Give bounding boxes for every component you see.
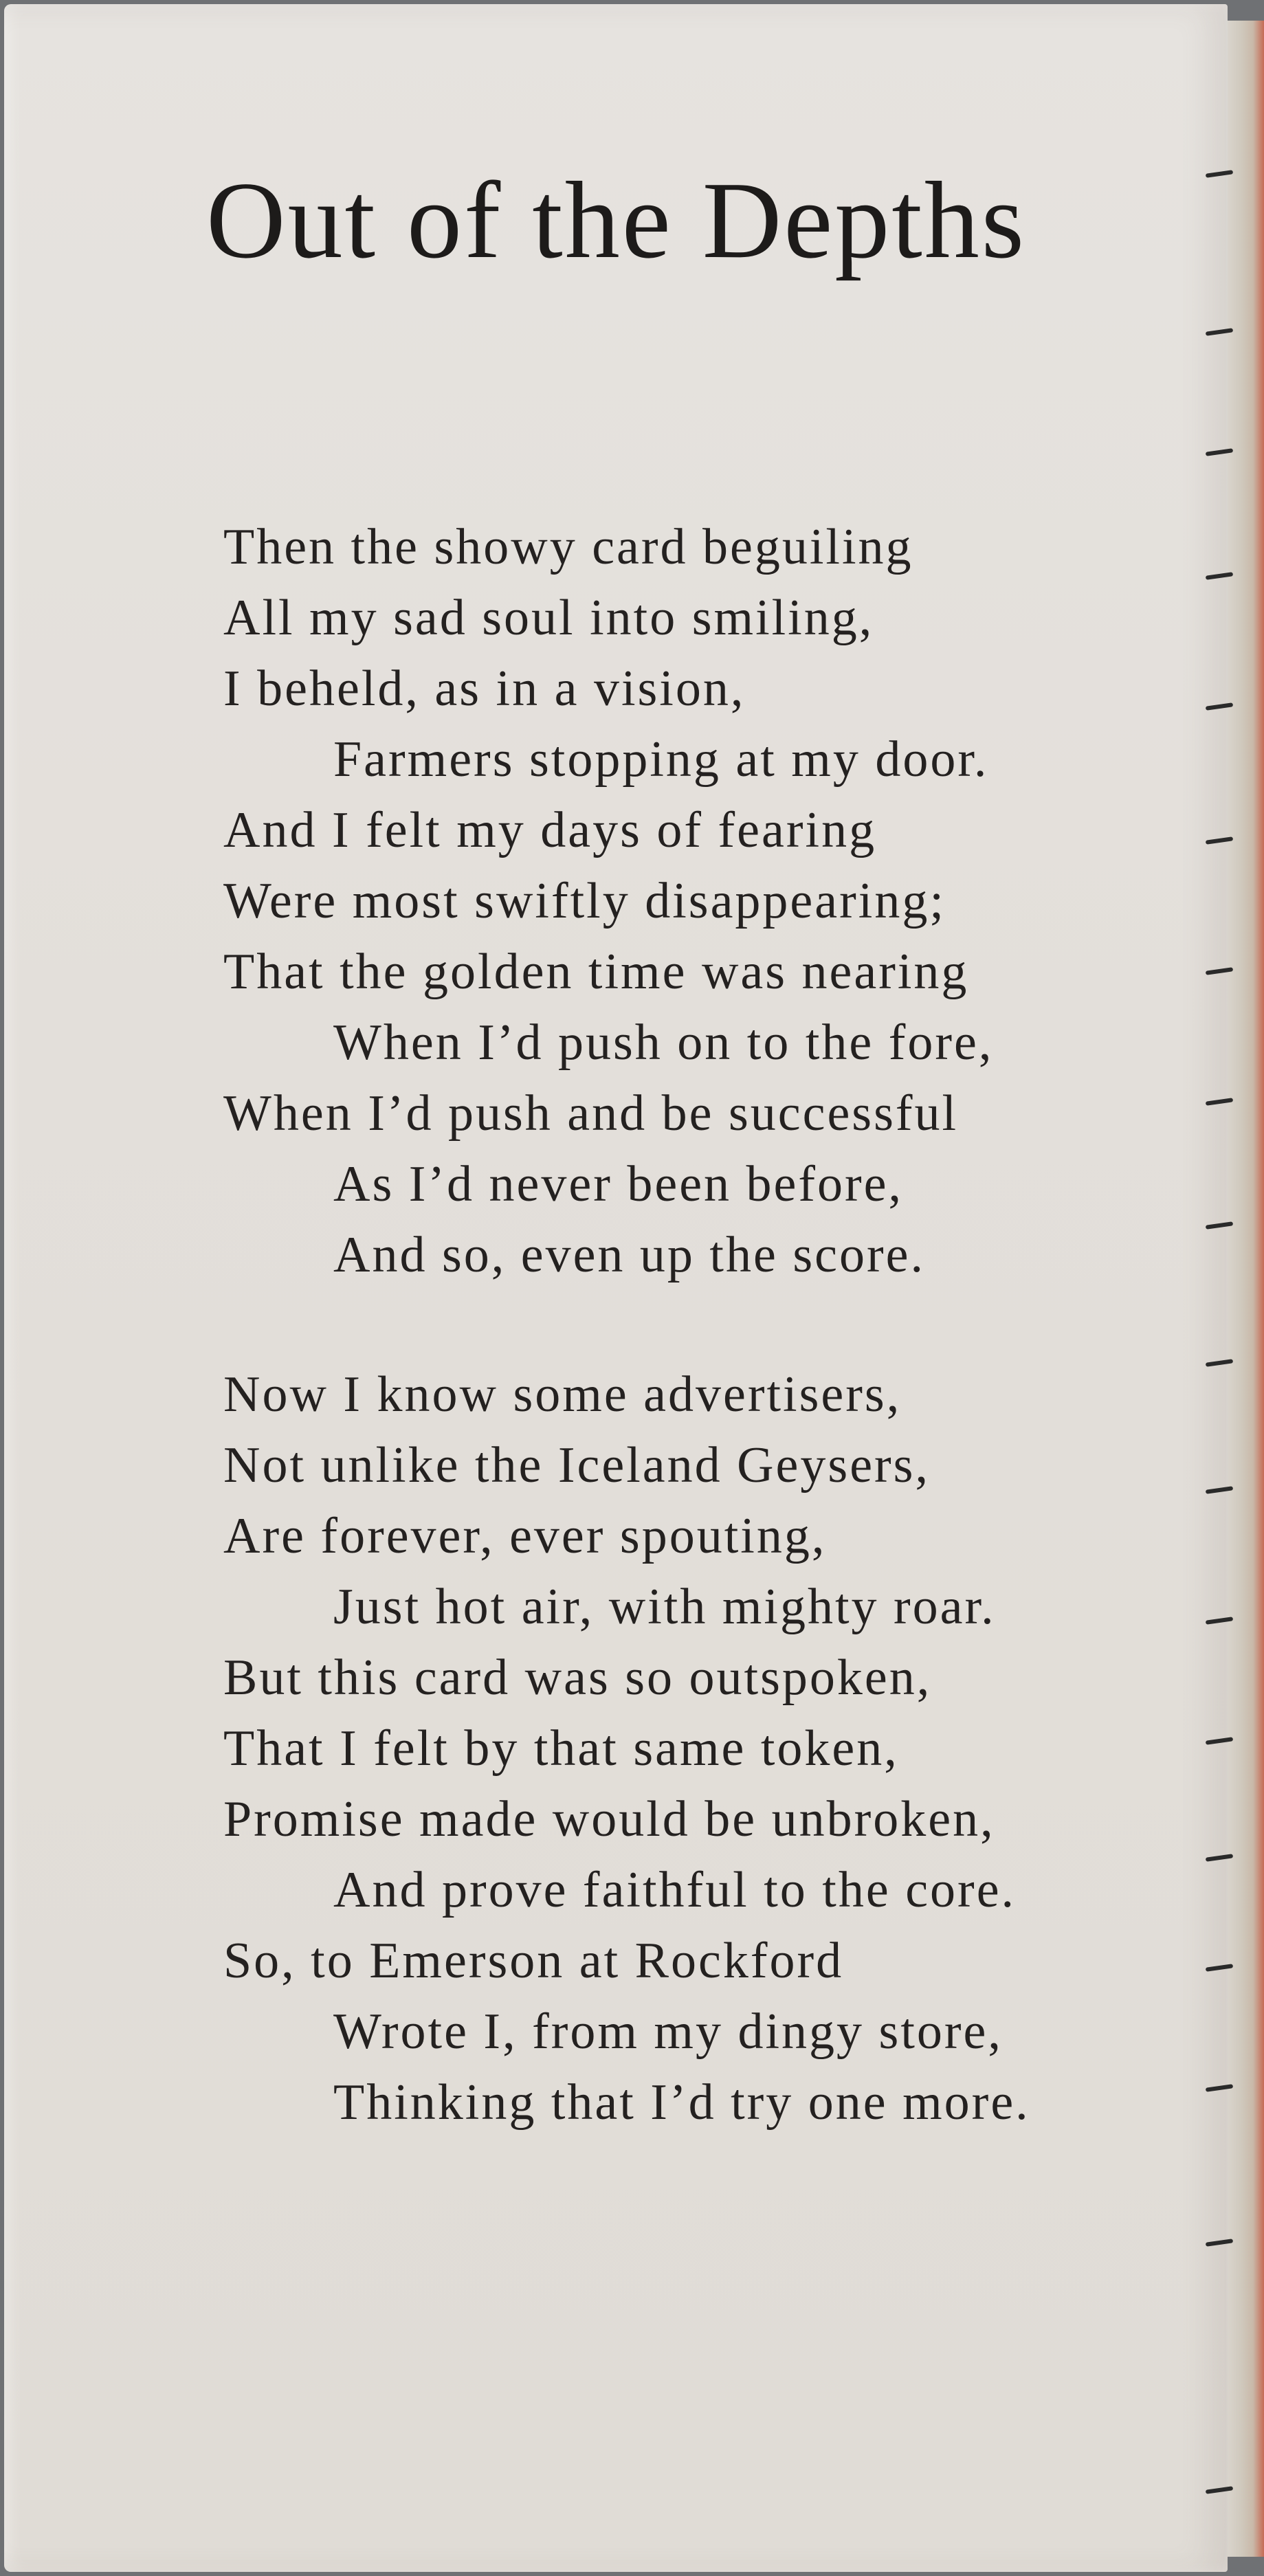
stanza	[223, 512, 1030, 1291]
poem-line: Farmers stopping at my door.	[333, 731, 989, 788]
poem	[223, 512, 1030, 2138]
poem-line: Were most swiftly disappearing;	[223, 873, 946, 929]
poem-line: As I’d never been before,	[333, 1156, 904, 1212]
poem-line: And so, even up the score.	[333, 1227, 925, 1283]
poem-line: Promise made would be unbroken,	[223, 1791, 995, 1847]
poem-line: And I felt my days of fearing	[223, 802, 877, 858]
poem-line: But this card was so outspoken,	[223, 1650, 932, 1706]
poem-line: And prove faithful to the core.	[333, 1862, 1017, 1918]
poem-line: Wrote I, from my dingy store,	[333, 2003, 1003, 2060]
poem-line: Not unlike the Iceland Geysers,	[223, 1437, 930, 1494]
poem-line: So, to Emerson at Rockford	[223, 1933, 844, 1989]
page-title: Out of the Depths	[206, 159, 1027, 281]
poem-line: Just hot air, with mighty roar.	[333, 1579, 996, 1635]
stanza-gap	[223, 1291, 1030, 1359]
poem-line: When I’d push and be successful	[223, 1085, 959, 1142]
poem-line: When I’d push on to the fore,	[333, 1014, 994, 1071]
poem-line: I beheld, as in a vision,	[223, 660, 746, 717]
poem-line: That I felt by that same token,	[223, 1720, 899, 1777]
poem-line: Then the showy card beguiling	[223, 519, 913, 575]
stanza	[223, 1359, 1030, 2138]
booklet-spine	[1228, 21, 1264, 2557]
poem-line: Thinking that I’d try one more.	[333, 2074, 1030, 2131]
poem-line: Now I know some advertisers,	[223, 1366, 902, 1423]
poem-line: All my sad soul into smiling,	[223, 590, 874, 646]
poem-line: That the golden time was nearing	[223, 944, 969, 1000]
poem-line: Are forever, ever spouting,	[223, 1508, 827, 1564]
